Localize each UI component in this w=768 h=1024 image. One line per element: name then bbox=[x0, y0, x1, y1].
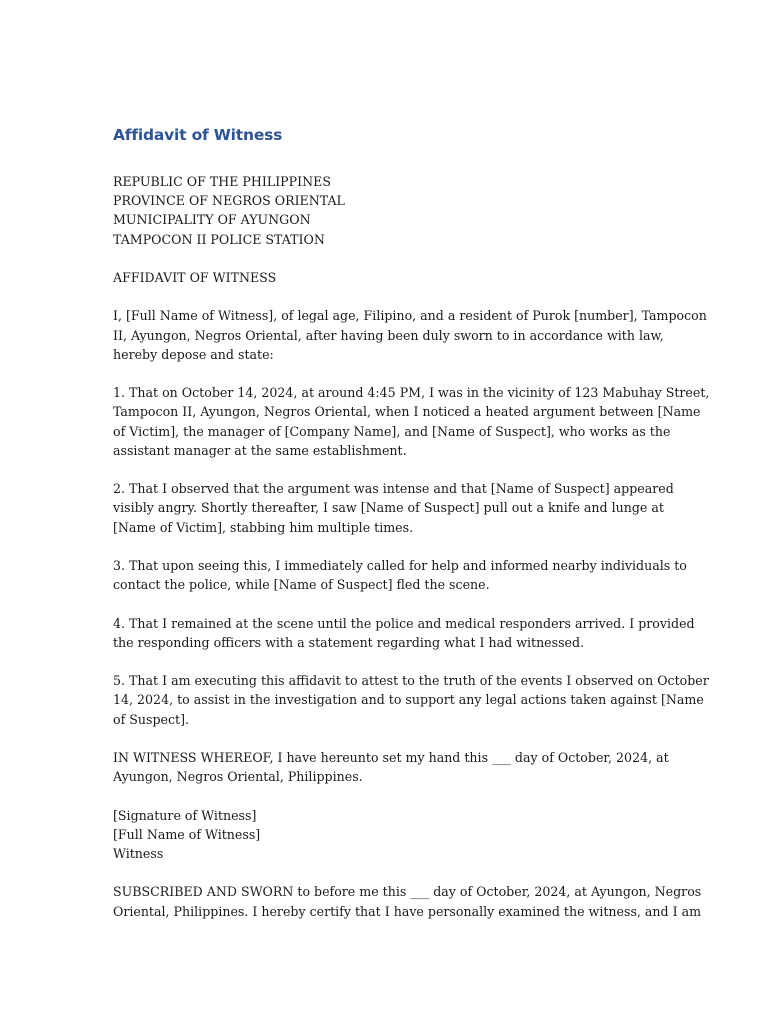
subheading-text: AFFIDAVIT OF WITNESS bbox=[113, 270, 277, 285]
header-block bbox=[113, 172, 658, 249]
paragraph-line: Tampocon II, Ayungon, Negros Oriental, when I noticed a heated argument between [Name bbox=[113, 404, 701, 420]
paragraph-line: assistant manager at the same establishment. bbox=[113, 442, 407, 458]
paragraph-line: visibly angry. Shortly thereafter, I saw [Name of Suspect] pull out a knife and lunge at bbox=[113, 500, 664, 516]
intro-paragraph bbox=[113, 306, 707, 364]
statement-paragraph-5 bbox=[113, 671, 709, 729]
document-title: Affidavit of Witness bbox=[113, 126, 283, 144]
paragraph-line: IN WITNESS WHEREOF, I have hereunto set my hand this ___ day of October, 2024, at bbox=[113, 749, 669, 765]
signature-block bbox=[113, 806, 658, 864]
header-line: PROVINCE OF NEGROS ORIENTAL bbox=[113, 193, 345, 209]
statement-paragraph-1 bbox=[113, 383, 710, 460]
witness-whereof-paragraph bbox=[113, 748, 669, 786]
header-line: REPUBLIC OF THE PHILIPPINES bbox=[113, 174, 331, 189]
affidavit-subheading bbox=[113, 268, 658, 287]
witness-role-line: Witness bbox=[113, 845, 164, 861]
statement-paragraph-2 bbox=[113, 479, 674, 537]
signature-line: [Signature of Witness] bbox=[113, 807, 257, 823]
paragraph-line: of Suspect]. bbox=[113, 711, 189, 727]
header-line: TAMPOCON II POLICE STATION bbox=[113, 231, 325, 247]
paragraph-line: Oriental, Philippines. I hereby certify that I have personally examined the witness, and I am bbox=[113, 903, 702, 919]
paragraph-line: hereby depose and state: bbox=[113, 346, 274, 362]
statement-paragraph-4 bbox=[113, 614, 695, 652]
paragraph-line: [Name of Victim], stabbing him multiple times. bbox=[113, 519, 414, 535]
paragraph-line: contact the police, while [Name of Suspect] fled the scene. bbox=[113, 577, 490, 593]
paragraph-line: 2. That I observed that the argument was intense and that [Name of Suspect] appeared bbox=[113, 481, 674, 497]
witness-name-line: [Full Name of Witness] bbox=[113, 826, 261, 842]
paragraph-line: 3. That upon seeing this, I immediately called for help and informed nearby individuals to bbox=[113, 557, 687, 573]
paragraph-line: SUBSCRIBED AND SWORN to before me this ___ day of October, 2024, at Ayungon, Negros bbox=[113, 884, 702, 900]
paragraph-line: 14, 2024, to assist in the investigation and to support any legal actions taken against [Name bbox=[113, 692, 704, 708]
paragraph-line: 5. That I am executing this affidavit to attest to the truth of the events I observed on October bbox=[113, 673, 709, 689]
paragraph-line: of Victim], the manager of [Company Name], and [Name of Suspect], who works as the bbox=[113, 423, 671, 439]
document-content bbox=[113, 124, 710, 940]
subscribed-sworn-paragraph bbox=[113, 882, 702, 920]
paragraph-line: II, Ayungon, Negros Oriental, after having been duly sworn to in accordance with law, bbox=[113, 327, 664, 343]
paragraph-line: the responding officers with a statement regarding what I had witnessed. bbox=[113, 634, 585, 650]
paragraph-line: 4. That I remained at the scene until the police and medical responders arrived. I provided bbox=[113, 615, 695, 631]
statement-paragraph-3 bbox=[113, 556, 687, 594]
paragraph-line: I, [Full Name of Witness], of legal age, Filipino, and a resident of Purok [number], Tampocon bbox=[113, 308, 707, 324]
paragraph-line: Ayungon, Negros Oriental, Philippines. bbox=[113, 769, 363, 785]
paragraph-line: 1. That on October 14, 2024, at around 4:45 PM, I was in the vicinity of 123 Mabuhay Street, bbox=[113, 385, 710, 401]
header-line: MUNICIPALITY OF AYUNGON bbox=[113, 212, 311, 228]
